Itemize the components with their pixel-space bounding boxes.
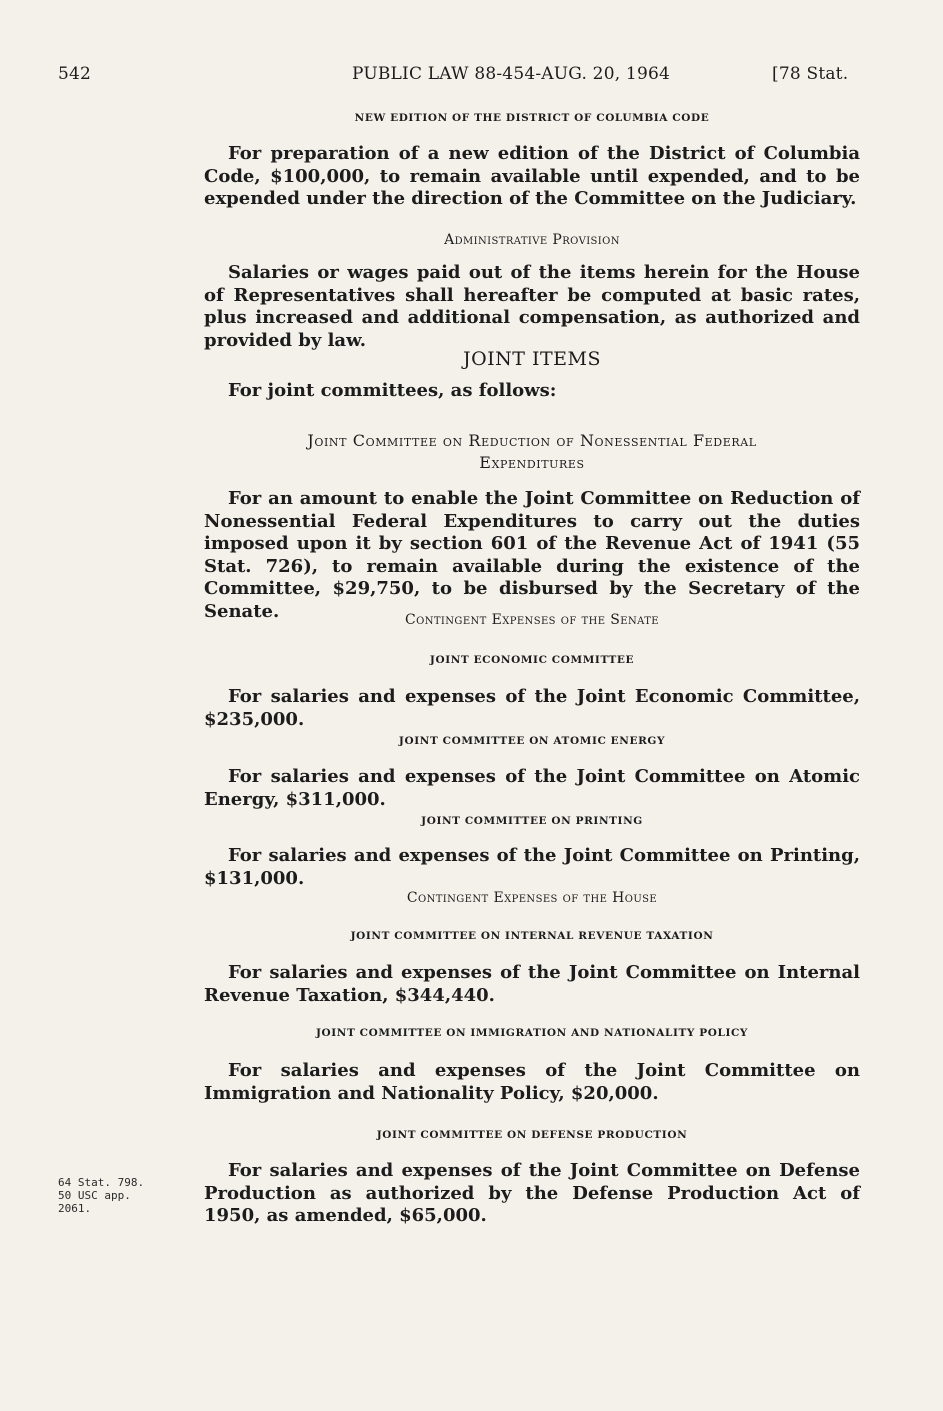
margin-citation-line3: 2061.	[58, 1202, 92, 1215]
reduction-committee-paragraph: For an amount to enable the Joint Committee on Reduction of Nonessential Federal Expenditures to carry out the duties imposed upon it by section 601 of the Revenue Act of 1941 (55 Stat. 726), to remain available during the existence of the Committee, $29,750, to be disbursed by the Secretary of the Senate.	[204, 488, 860, 622]
margin-citation-line2: 50 USC app.	[58, 1189, 131, 1202]
defense-committee-heading: JOINT COMMITTEE ON DEFENSE PRODUCTION	[376, 1129, 688, 1141]
atomic-committee-paragraph: For salaries and expenses of the Joint Committee on Atomic Energy, $311,000.	[204, 766, 860, 810]
printing-committee-heading: JOINT COMMITTEE ON PRINTING	[421, 815, 643, 827]
dc-code-heading: NEW EDITION OF THE DISTRICT OF COLUMBIA CODE	[354, 112, 710, 124]
economic-committee-paragraph: For salaries and expenses of the Joint Economic Committee, $235,000.	[204, 686, 860, 730]
revenue-committee-heading: JOINT COMMITTEE ON INTERNAL REVENUE TAXATION	[350, 930, 714, 942]
immigration-committee-paragraph: For salaries and expenses of the Joint Committee on Immigration and Nationality Policy, $20,000.	[204, 1060, 860, 1104]
economic-committee-heading: JOINT ECONOMIC COMMITTEE	[429, 654, 635, 666]
atomic-committee-heading: JOINT COMMITTEE ON ATOMIC ENERGY	[398, 735, 666, 747]
dc-code-paragraph: For preparation of a new edition of the District of Columbia Code, $100,000, to remain available until expended, and to be expended under the direction of the Committee on the Judiciary.	[204, 143, 860, 209]
margin-citation	[58, 1176, 144, 1215]
page-number: 542	[58, 64, 92, 84]
margin-citation-line1: 64 Stat. 798.	[58, 1176, 145, 1189]
revenue-committee-paragraph: For salaries and expenses of the Joint Committee on Internal Revenue Taxation, $344,440.	[204, 962, 860, 1006]
joint-items-intro: For joint committees, as follows:	[228, 380, 557, 401]
admin-provision-paragraph: Salaries or wages paid out of the items herein for the House of Representatives shall hereafter be computed at basic rates, plus increased and additional compensation, as authorized and provided by law.	[204, 262, 860, 351]
reduction-heading-line1: Joint Committee on Reduction of Nonessential Federal	[307, 431, 757, 450]
reduction-committee-heading	[204, 430, 860, 474]
printing-committee-paragraph: For salaries and expenses of the Joint Committee on Printing, $131,000.	[204, 845, 860, 889]
body-column	[204, 0, 860, 1411]
immigration-committee-heading: JOINT COMMITTEE ON IMMIGRATION AND NATIONALITY POLICY	[315, 1027, 749, 1039]
defense-committee-paragraph: For salaries and expenses of the Joint Committee on Defense Production as authorized by the Defense Production Act of 1950, as amended, $65,000.	[204, 1160, 860, 1226]
joint-items-heading: JOINT ITEMS	[462, 348, 602, 370]
contingent-house-heading: Contingent Expenses of the House	[406, 890, 658, 906]
running-head-stat: [78 Stat.	[772, 64, 849, 84]
admin-provision-heading: Administrative Provision	[444, 232, 620, 248]
contingent-senate-heading: Contingent Expenses of the Senate	[405, 612, 659, 628]
running-head-title: PUBLIC LAW 88-454-AUG. 20, 1964	[352, 64, 670, 84]
reduction-heading-line2: Expenditures	[479, 453, 585, 472]
